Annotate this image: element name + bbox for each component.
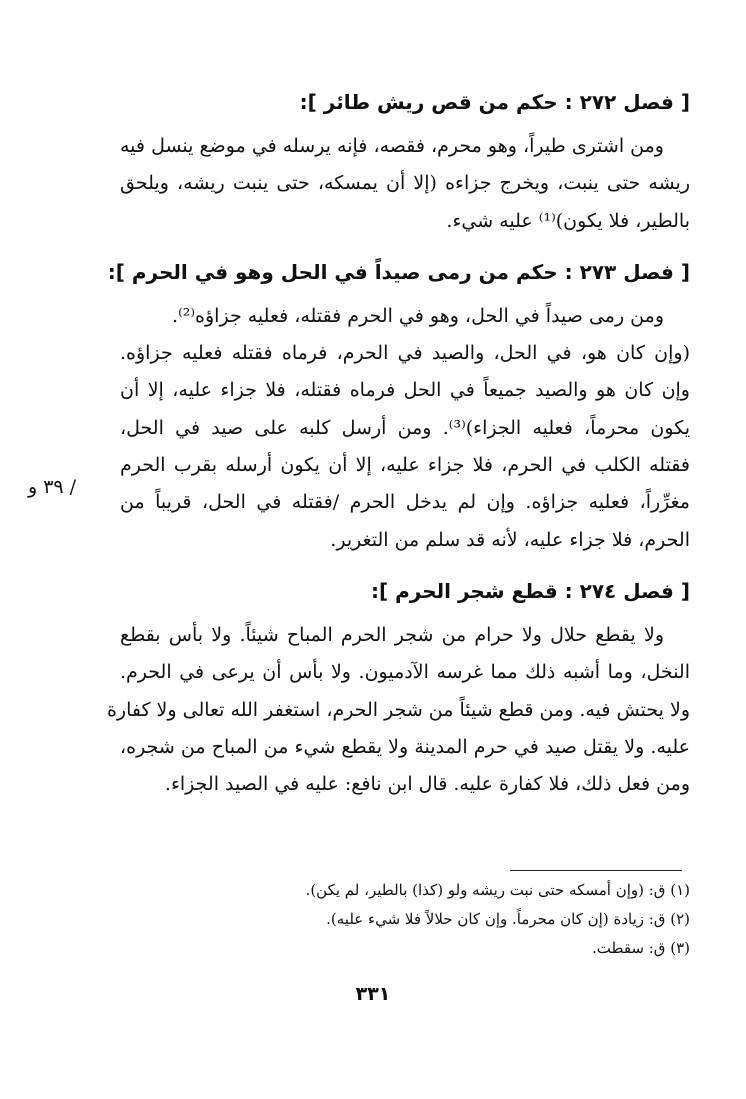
text-line: فقتله الكلب في الحرم، فلا جزاء عليه، إلا أن يكون أرسله بقرب الحرم xyxy=(120,454,690,477)
footnote-1: (١) ق: (وإن أمسكه حتى نبت ريشه ولو (كذا) بالطير، لم يكن). xyxy=(305,881,690,899)
text-line: ومن رمى صيداً في الحل، وهو في الحرم فقتله، فعليه جزاؤه⁽²⁾. xyxy=(172,304,664,327)
text-line: ريشه حتى ينبت، ويخرج جزاءه (إلا أن يمسكه، حتى ينبت ريشه، ويلحق xyxy=(120,172,690,195)
manuscript-folio-marker: / ٣٩ و xyxy=(28,476,77,498)
text-line: ومن فعل ذلك، فلا كفارة عليه. قال ابن نافع: عليه في الصيد الجزاء. xyxy=(164,773,690,796)
section-heading-273: [ فصل ٢٧٣ : حكم من رمى صيداً في الحل وهو في الحرم ]: xyxy=(107,259,690,284)
section-body-274 xyxy=(106,617,690,803)
text-line: الحرم، فلا جزاء عليه، لأنه قد سلم من التغرير. xyxy=(330,528,690,551)
footnote-divider xyxy=(510,870,682,871)
section-heading-272: [ فصل ٢٧٢ : حكم من قص ريش طائر ]: xyxy=(299,90,690,114)
text-line: ولا يحتش فيه. ومن قطع شيئاً من شجر الحرم، استغفر الله تعالى ولا كفارة xyxy=(106,698,690,721)
footnote-2: (٢) ق: زيادة (إن كان محرماً. وإن كان حلالاً فلا شيء عليه). xyxy=(326,910,690,928)
text-line: (وإن كان هو، في الحل، والصيد في الحرم، فرماه فقتله فعليه جزاؤه. xyxy=(120,342,690,365)
text-line: ولا يقطع حلال ولا حرام من شجر الحرم المباح شيئاً. ولا بأس بقطع xyxy=(120,623,664,646)
main-text xyxy=(106,84,690,817)
text-line: ومن اشترى طيراً، وهو محرم، فقصه، فإنه يرسله في موضع ينسل فيه xyxy=(120,135,664,157)
text-line: عليه. ولا يقتل صيد في حرم المدينة ولا يقطع شيء من المباح من شجره، xyxy=(120,735,690,758)
section-heading-274: [ فصل ٢٧٤ : قطع شجر الحرم ]: xyxy=(371,578,690,603)
page-number: ٣٣١ xyxy=(355,983,391,1005)
text-line: النخل، وما أشبه ذلك مما غرسه الآدميون. ولا بأس أن يرعى في الحرم. xyxy=(120,661,690,684)
footnote-3: (٣) ق: سقطت. xyxy=(592,939,690,957)
section-body-273 xyxy=(120,298,690,559)
footnotes xyxy=(200,876,690,963)
text-line: بالطير، فلا يكون)⁽¹⁾ عليه شيء. xyxy=(446,209,690,232)
text-line: وإن كان هو والصيد جميعاً في الحل فرماه فقتله، فلا جزاء عليه، إلا أن xyxy=(120,379,690,402)
section-body-272 xyxy=(120,128,690,240)
text-line: يكون محرماً، فعليه الجزاء)⁽³⁾. ومن أرسل كلبه على صيد في الحل، xyxy=(120,416,690,439)
text-line: مغرِّراً، فعليه جزاؤه. وإن لم يدخل الحرم /فقتله في الحل، قريباً من xyxy=(120,491,690,514)
